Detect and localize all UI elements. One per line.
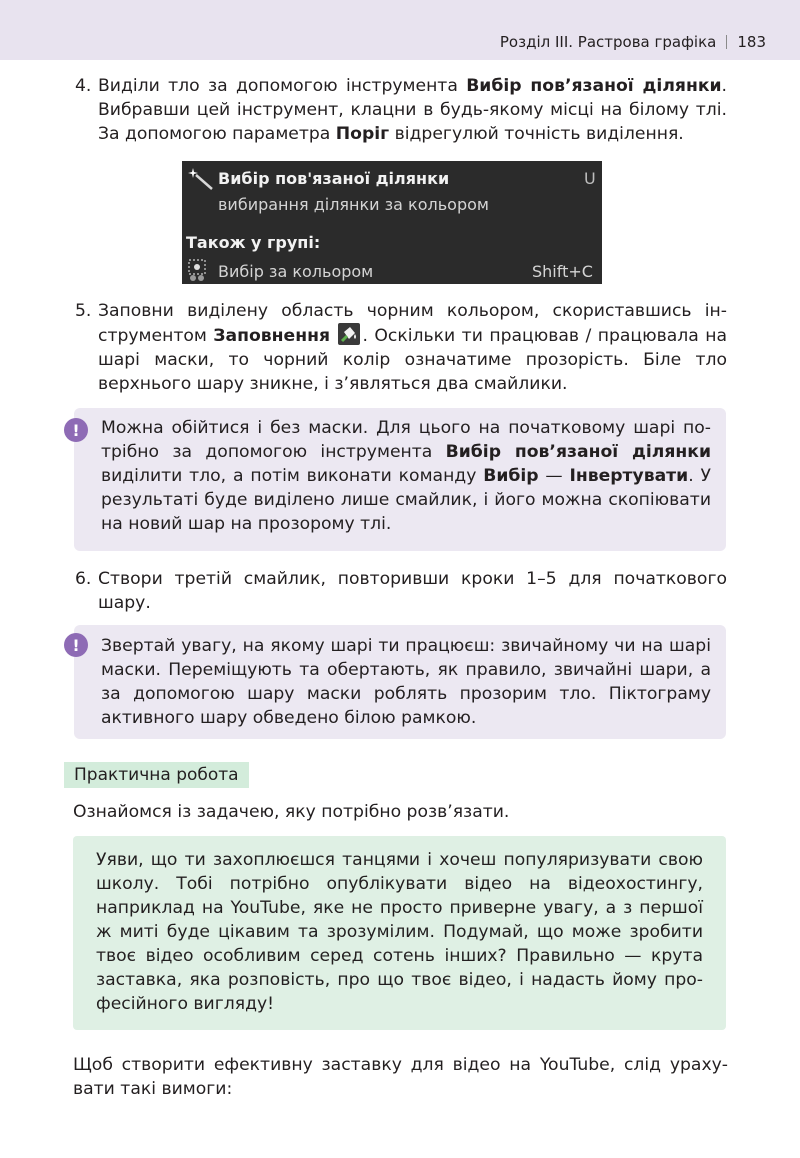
note-box [74,408,726,551]
param-name: Поріг [335,124,390,144]
step-number: 5. [75,301,92,321]
tool-tooltip-screenshot [182,161,602,284]
text-run: . Оскільки ти працював / працювала на шарі маски, то чорний колір означатиме прозорість. Біле тло верхнього шару зникне, і з’являться два смайлики. [98,326,727,394]
step-4 [75,74,727,146]
step-text [98,74,727,146]
exclamation-icon: ! [64,633,88,657]
practice-intro: Ознайомся із задачею, яку потрібно розв’язати. [73,802,510,822]
tool-description: вибирання ділянки за кольором [218,195,489,214]
note-box [74,625,726,739]
page-header [0,0,800,60]
text-run: виділити тло, а потім виконати команду [101,466,484,486]
command-name: Інвертувати [569,466,689,486]
step-6 [75,567,727,615]
exclamation-icon: ! [64,418,88,442]
header-divider [726,35,727,49]
step-number: 6. [75,569,92,589]
practice-outro: Щоб створити ефективну заставку для відео на YouTube, слід урахувати такі вимоги: [73,1055,728,1099]
magic-wand-icon [188,167,214,195]
select-by-color-icon [188,259,210,285]
command-name: Вибір [483,466,539,486]
step-number: 4. [75,76,92,96]
group-label: Також у групі: [186,233,321,252]
step-5 [75,299,727,396]
bucket-fill-icon [338,323,360,345]
tool-name: Вибір пов’язаної ділянки [445,442,711,462]
step-text [98,299,727,396]
tool-title: Вибір пов'язаної ділянки [218,169,450,188]
step-text: Створи третій смайлик, повторивши кроки 1–5 для початкового шару. [98,569,727,613]
text-run: — [538,466,570,486]
tool-shortcut: U [584,169,596,188]
task-box [73,836,726,1030]
note-text [101,416,711,536]
note-text: Звертай увагу, на якому шарі ти працюєш: звичайному чи на шарі маски. Переміщують та обертають, як правило, звичайні шари, а за допомогою шару маски роблять прозорим тло. Піктограму активного шару обведено білою рамкою. [101,636,711,728]
tool-name: Вибір пов’язаної ділянки [466,76,722,96]
section-title: Розділ ІІІ. Растрова графіка [499,33,717,51]
text-run: Заповни виділену область чорним кольором, скориставшись інструментом [98,301,727,346]
task-text: Уяви, що ти захоплюєшся танцями і хочеш популяризувати свою школу. Тобі потрібно опублікувати відео на відеохостингу, наприклад на YouTube, яке не просто приверне увагу, а з першої ж миті буде цікавим та зрозумілим. Подумай, що може зробити твоє відео особливим серед сотень інших? Правильно — крута заставка, яка розповість, про що твоє відео, і надасть йому професійного вигляду! [96,850,703,1014]
running-head [500,33,766,51]
text-run: Виділи тло за допомогою інструмента [98,76,467,96]
group-item-shortcut: Shift+C [532,262,593,281]
text-run: відрегулюй точність виділення. [389,124,684,144]
practical-work-label: Практична робота [64,762,249,788]
text-run: . У результаті буде виділено лише смайлик, і його можна скопіювати на новий шар на прозорому тлі. [101,466,711,534]
text-run: . Вибравши цей інструмент, клацни в будь-якому місці на білому тлі. За допомогою параметра [98,76,727,144]
text-run: Можна обійтися і без маски. Для цього на початковому шарі потрібно за допомогою інструмента [101,418,711,462]
group-item: Вибір за кольором [218,262,374,281]
tool-name: Заповнення [213,326,330,346]
page-number: 183 [737,33,766,51]
